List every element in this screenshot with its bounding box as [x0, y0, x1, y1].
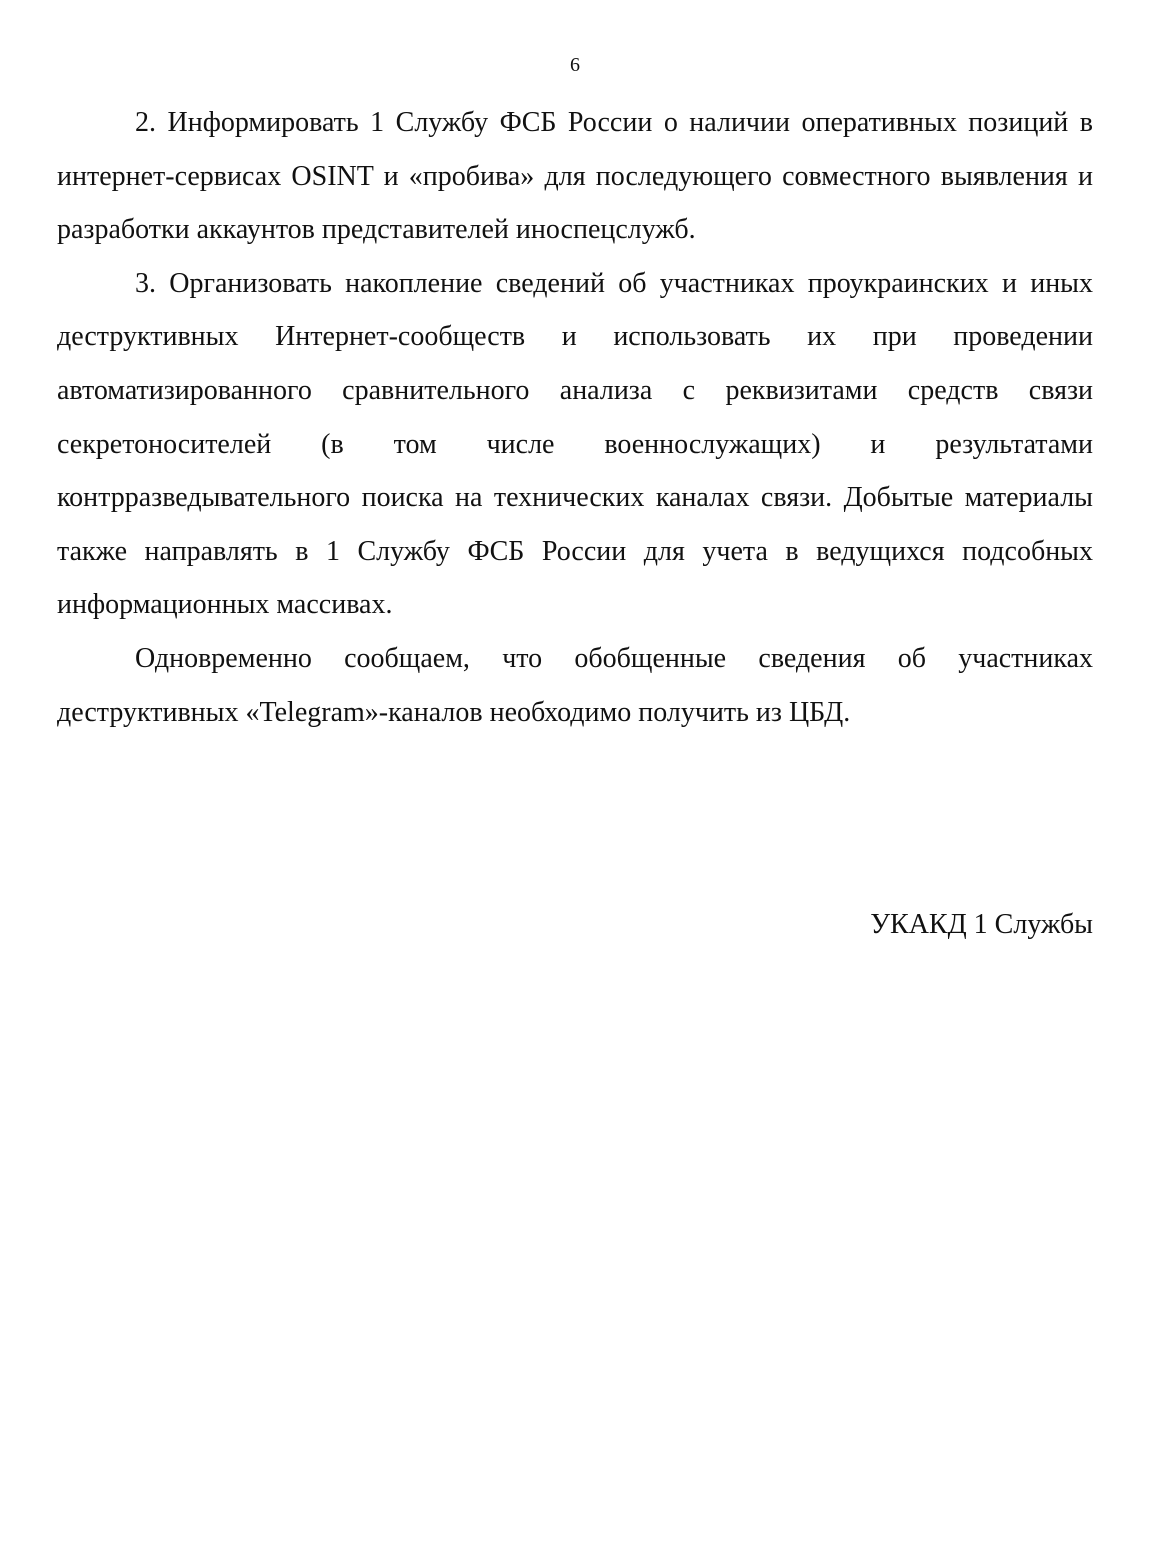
signature-block: УКАКД 1 Службы: [870, 909, 1093, 940]
paragraph-item-2: 2. Информировать 1 Службу ФСБ России о наличии оперативных позиций в интернет-сервисах OSINT и «пробива» для последующего совместного выявления и разработки аккаунтов представителей иноспецслужб.: [57, 107, 1093, 246]
paragraph-notice: Одновременно сообщаем, что обобщенные сведения об участниках деструктивных «Telegram»-каналов необходимо получить из ЦБД.: [57, 642, 1093, 728]
document-body: [57, 96, 1093, 739]
paragraph-item-3: 3. Организовать накопление сведений об участниках проукраинских и иных деструктивных Интернет-сообществ и использовать их при проведении автоматизированного сравнительного анализа с реквизитами средств связи секретоносителей (в том числе военнослужащих) и результатами контрразведывательного поиска на технических каналах связи. Добытые материалы также направлять в 1 Службу ФСБ России для учета в ведущихся подсобных информационных массивах.: [57, 267, 1093, 621]
page-number: 6: [570, 54, 580, 76]
